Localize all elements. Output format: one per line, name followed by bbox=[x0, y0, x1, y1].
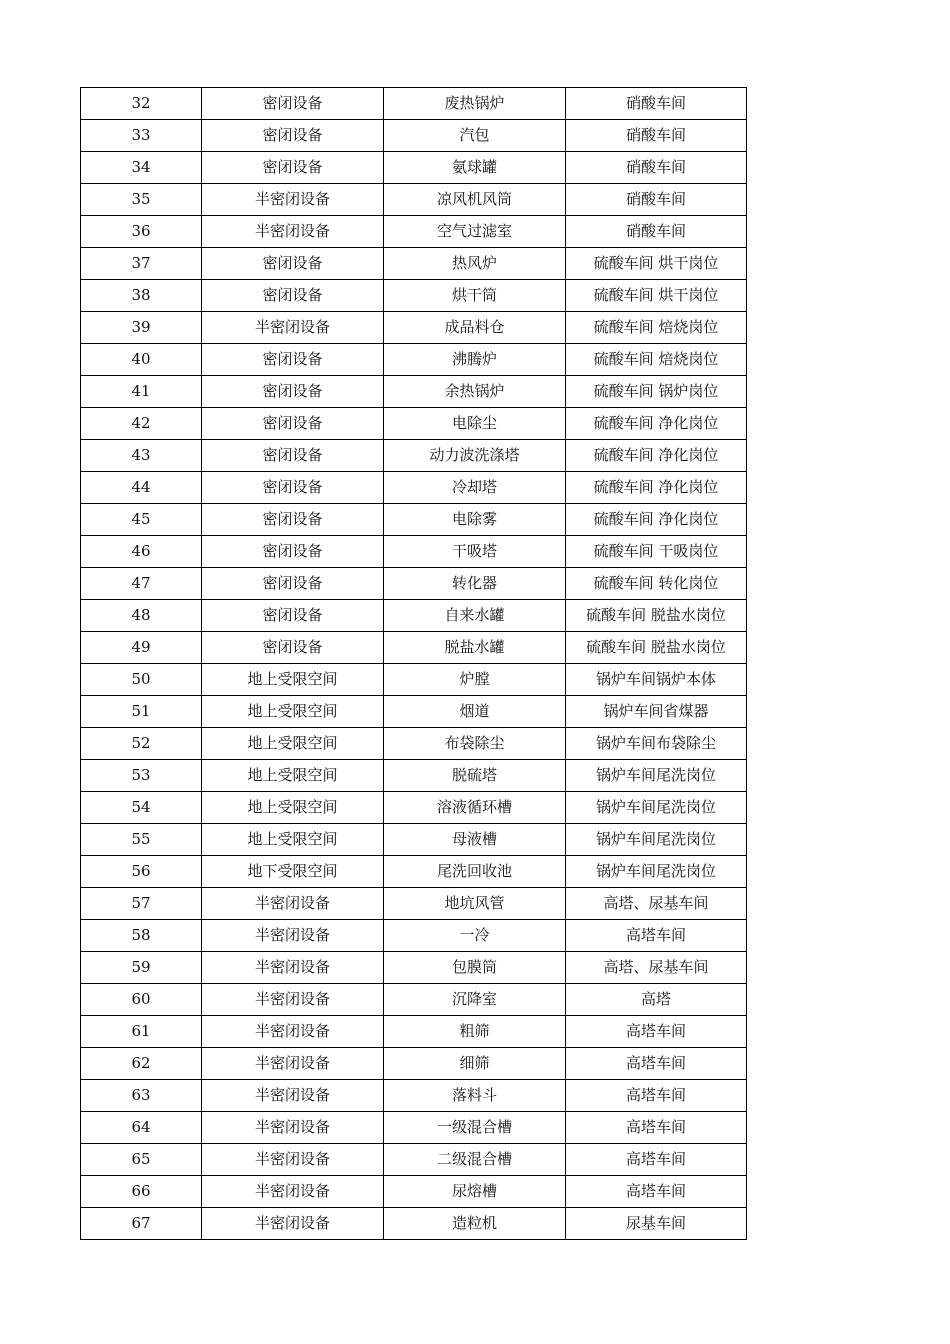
location-cell: 硫酸车间 净化岗位 bbox=[566, 504, 747, 536]
equipment-name-cell: 尾洗回收池 bbox=[384, 856, 566, 888]
table-row bbox=[81, 1144, 747, 1176]
row-number-cell: 47 bbox=[81, 568, 202, 600]
table-row bbox=[81, 376, 747, 408]
equipment-name-cell: 废热锅炉 bbox=[384, 88, 566, 120]
space-type-cell: 半密闭设备 bbox=[202, 184, 384, 216]
location-cell: 硫酸车间 净化岗位 bbox=[566, 408, 747, 440]
space-type-cell: 密闭设备 bbox=[202, 536, 384, 568]
space-type-cell: 密闭设备 bbox=[202, 376, 384, 408]
equipment-name-cell: 母液槽 bbox=[384, 824, 566, 856]
row-number-cell: 39 bbox=[81, 312, 202, 344]
row-number-cell: 41 bbox=[81, 376, 202, 408]
row-number-cell: 51 bbox=[81, 696, 202, 728]
space-type-cell: 半密闭设备 bbox=[202, 1144, 384, 1176]
table-row bbox=[81, 312, 747, 344]
row-number-cell: 65 bbox=[81, 1144, 202, 1176]
space-type-cell: 密闭设备 bbox=[202, 568, 384, 600]
space-type-cell: 半密闭设备 bbox=[202, 1016, 384, 1048]
location-cell: 硝酸车间 bbox=[566, 216, 747, 248]
row-number-cell: 33 bbox=[81, 120, 202, 152]
location-cell: 硫酸车间 净化岗位 bbox=[566, 472, 747, 504]
equipment-name-cell: 动力波洗涤塔 bbox=[384, 440, 566, 472]
equipment-name-cell: 一级混合槽 bbox=[384, 1112, 566, 1144]
table-row bbox=[81, 1208, 747, 1240]
space-type-cell: 半密闭设备 bbox=[202, 1048, 384, 1080]
location-cell: 硫酸车间 脱盐水岗位 bbox=[566, 600, 747, 632]
equipment-name-cell: 电除雾 bbox=[384, 504, 566, 536]
location-cell: 硫酸车间 干吸岗位 bbox=[566, 536, 747, 568]
equipment-name-cell: 粗筛 bbox=[384, 1016, 566, 1048]
equipment-name-cell: 自来水罐 bbox=[384, 600, 566, 632]
space-type-cell: 半密闭设备 bbox=[202, 1080, 384, 1112]
row-number-cell: 59 bbox=[81, 952, 202, 984]
equipment-name-cell: 一冷 bbox=[384, 920, 566, 952]
row-number-cell: 38 bbox=[81, 280, 202, 312]
location-cell: 高塔车间 bbox=[566, 1080, 747, 1112]
space-type-cell: 密闭设备 bbox=[202, 88, 384, 120]
equipment-name-cell: 成品料仓 bbox=[384, 312, 566, 344]
table-row bbox=[81, 824, 747, 856]
equipment-name-cell: 热风炉 bbox=[384, 248, 566, 280]
equipment-name-cell: 二级混合槽 bbox=[384, 1144, 566, 1176]
row-number-cell: 61 bbox=[81, 1016, 202, 1048]
row-number-cell: 34 bbox=[81, 152, 202, 184]
location-cell: 硫酸车间 转化岗位 bbox=[566, 568, 747, 600]
row-number-cell: 56 bbox=[81, 856, 202, 888]
equipment-name-cell: 空气过滤室 bbox=[384, 216, 566, 248]
location-cell: 高塔、尿基车间 bbox=[566, 888, 747, 920]
location-cell: 硝酸车间 bbox=[566, 152, 747, 184]
space-type-cell: 地上受限空间 bbox=[202, 760, 384, 792]
table-row bbox=[81, 664, 747, 696]
space-type-cell: 密闭设备 bbox=[202, 408, 384, 440]
table-row bbox=[81, 184, 747, 216]
space-type-cell: 半密闭设备 bbox=[202, 1208, 384, 1240]
location-cell: 硝酸车间 bbox=[566, 120, 747, 152]
equipment-name-cell: 脱硫塔 bbox=[384, 760, 566, 792]
table-row bbox=[81, 152, 747, 184]
table-row bbox=[81, 760, 747, 792]
space-type-cell: 密闭设备 bbox=[202, 152, 384, 184]
equipment-name-cell: 溶液循环槽 bbox=[384, 792, 566, 824]
row-number-cell: 43 bbox=[81, 440, 202, 472]
table-row bbox=[81, 344, 747, 376]
table-row bbox=[81, 984, 747, 1016]
equipment-name-cell: 炉膛 bbox=[384, 664, 566, 696]
location-cell: 高塔车间 bbox=[566, 1176, 747, 1208]
location-cell: 高塔车间 bbox=[566, 1144, 747, 1176]
row-number-cell: 57 bbox=[81, 888, 202, 920]
equipment-name-cell: 沉降室 bbox=[384, 984, 566, 1016]
table-row bbox=[81, 632, 747, 664]
row-number-cell: 63 bbox=[81, 1080, 202, 1112]
equipment-name-cell: 布袋除尘 bbox=[384, 728, 566, 760]
table-row bbox=[81, 408, 747, 440]
location-cell: 硝酸车间 bbox=[566, 88, 747, 120]
space-type-cell: 地下受限空间 bbox=[202, 856, 384, 888]
location-cell: 锅炉车间尾洗岗位 bbox=[566, 760, 747, 792]
location-cell: 硫酸车间 烘干岗位 bbox=[566, 248, 747, 280]
space-type-cell: 密闭设备 bbox=[202, 120, 384, 152]
equipment-name-cell: 地坑风管 bbox=[384, 888, 566, 920]
row-number-cell: 54 bbox=[81, 792, 202, 824]
space-type-cell: 半密闭设备 bbox=[202, 984, 384, 1016]
space-type-cell: 半密闭设备 bbox=[202, 312, 384, 344]
equipment-name-cell: 烘干筒 bbox=[384, 280, 566, 312]
space-type-cell: 密闭设备 bbox=[202, 440, 384, 472]
table-row bbox=[81, 440, 747, 472]
table-row bbox=[81, 952, 747, 984]
location-cell: 高塔车间 bbox=[566, 1016, 747, 1048]
row-number-cell: 37 bbox=[81, 248, 202, 280]
row-number-cell: 53 bbox=[81, 760, 202, 792]
table-row bbox=[81, 1016, 747, 1048]
row-number-cell: 49 bbox=[81, 632, 202, 664]
row-number-cell: 44 bbox=[81, 472, 202, 504]
location-cell: 高塔、尿基车间 bbox=[566, 952, 747, 984]
table-row bbox=[81, 472, 747, 504]
equipment-name-cell: 转化器 bbox=[384, 568, 566, 600]
row-number-cell: 64 bbox=[81, 1112, 202, 1144]
location-cell: 硫酸车间 烘干岗位 bbox=[566, 280, 747, 312]
row-number-cell: 50 bbox=[81, 664, 202, 696]
row-number-cell: 36 bbox=[81, 216, 202, 248]
space-type-cell: 密闭设备 bbox=[202, 280, 384, 312]
space-type-cell: 密闭设备 bbox=[202, 472, 384, 504]
location-cell: 锅炉车间尾洗岗位 bbox=[566, 824, 747, 856]
location-cell: 锅炉车间布袋除尘 bbox=[566, 728, 747, 760]
location-cell: 高塔车间 bbox=[566, 920, 747, 952]
table-row bbox=[81, 120, 747, 152]
row-number-cell: 66 bbox=[81, 1176, 202, 1208]
row-number-cell: 60 bbox=[81, 984, 202, 1016]
space-type-cell: 半密闭设备 bbox=[202, 1176, 384, 1208]
equipment-name-cell: 氨球罐 bbox=[384, 152, 566, 184]
table-row bbox=[81, 792, 747, 824]
space-type-cell: 密闭设备 bbox=[202, 248, 384, 280]
equipment-name-cell: 包膜筒 bbox=[384, 952, 566, 984]
location-cell: 锅炉车间尾洗岗位 bbox=[566, 856, 747, 888]
location-cell: 硝酸车间 bbox=[566, 184, 747, 216]
table-row bbox=[81, 504, 747, 536]
table-body bbox=[81, 88, 747, 1240]
equipment-name-cell: 尿熔槽 bbox=[384, 1176, 566, 1208]
row-number-cell: 45 bbox=[81, 504, 202, 536]
location-cell: 高塔车间 bbox=[566, 1112, 747, 1144]
location-cell: 高塔 bbox=[566, 984, 747, 1016]
equipment-name-cell: 脱盐水罐 bbox=[384, 632, 566, 664]
space-type-cell: 半密闭设备 bbox=[202, 888, 384, 920]
equipment-name-cell: 烟道 bbox=[384, 696, 566, 728]
space-type-cell: 半密闭设备 bbox=[202, 920, 384, 952]
equipment-name-cell: 凉风机风筒 bbox=[384, 184, 566, 216]
equipment-name-cell: 电除尘 bbox=[384, 408, 566, 440]
space-type-cell: 半密闭设备 bbox=[202, 216, 384, 248]
space-type-cell: 半密闭设备 bbox=[202, 1112, 384, 1144]
row-number-cell: 42 bbox=[81, 408, 202, 440]
location-cell: 锅炉车间省煤器 bbox=[566, 696, 747, 728]
row-number-cell: 67 bbox=[81, 1208, 202, 1240]
location-cell: 硫酸车间 净化岗位 bbox=[566, 440, 747, 472]
equipment-name-cell: 沸腾炉 bbox=[384, 344, 566, 376]
space-type-cell: 密闭设备 bbox=[202, 504, 384, 536]
location-cell: 高塔车间 bbox=[566, 1048, 747, 1080]
table-row bbox=[81, 696, 747, 728]
row-number-cell: 58 bbox=[81, 920, 202, 952]
space-type-cell: 半密闭设备 bbox=[202, 952, 384, 984]
table-row bbox=[81, 1112, 747, 1144]
location-cell: 锅炉车间尾洗岗位 bbox=[566, 792, 747, 824]
equipment-name-cell: 冷却塔 bbox=[384, 472, 566, 504]
table-row bbox=[81, 888, 747, 920]
space-type-cell: 地上受限空间 bbox=[202, 824, 384, 856]
space-type-cell: 地上受限空间 bbox=[202, 728, 384, 760]
space-type-cell: 密闭设备 bbox=[202, 632, 384, 664]
location-cell: 硫酸车间 焙烧岗位 bbox=[566, 344, 747, 376]
table-row bbox=[81, 88, 747, 120]
location-cell: 锅炉车间锅炉本体 bbox=[566, 664, 747, 696]
row-number-cell: 35 bbox=[81, 184, 202, 216]
table-row bbox=[81, 536, 747, 568]
table-row bbox=[81, 856, 747, 888]
equipment-name-cell: 余热锅炉 bbox=[384, 376, 566, 408]
equipment-name-cell: 细筛 bbox=[384, 1048, 566, 1080]
equipment-name-cell: 干吸塔 bbox=[384, 536, 566, 568]
table-row bbox=[81, 280, 747, 312]
space-type-cell: 密闭设备 bbox=[202, 600, 384, 632]
table-row bbox=[81, 1048, 747, 1080]
location-cell: 硫酸车间 脱盐水岗位 bbox=[566, 632, 747, 664]
space-type-cell: 地上受限空间 bbox=[202, 664, 384, 696]
space-type-cell: 地上受限空间 bbox=[202, 696, 384, 728]
location-cell: 尿基车间 bbox=[566, 1208, 747, 1240]
location-cell: 硫酸车间 锅炉岗位 bbox=[566, 376, 747, 408]
confined-space-table bbox=[80, 87, 747, 1240]
table-row bbox=[81, 216, 747, 248]
space-type-cell: 地上受限空间 bbox=[202, 792, 384, 824]
row-number-cell: 48 bbox=[81, 600, 202, 632]
location-cell: 硫酸车间 焙烧岗位 bbox=[566, 312, 747, 344]
space-type-cell: 密闭设备 bbox=[202, 344, 384, 376]
table-row bbox=[81, 728, 747, 760]
table-row bbox=[81, 568, 747, 600]
table-row bbox=[81, 920, 747, 952]
table-row bbox=[81, 1176, 747, 1208]
table-row bbox=[81, 1080, 747, 1112]
equipment-name-cell: 落料斗 bbox=[384, 1080, 566, 1112]
row-number-cell: 40 bbox=[81, 344, 202, 376]
row-number-cell: 55 bbox=[81, 824, 202, 856]
equipment-name-cell: 造粒机 bbox=[384, 1208, 566, 1240]
equipment-name-cell: 汽包 bbox=[384, 120, 566, 152]
row-number-cell: 46 bbox=[81, 536, 202, 568]
row-number-cell: 52 bbox=[81, 728, 202, 760]
row-number-cell: 62 bbox=[81, 1048, 202, 1080]
row-number-cell: 32 bbox=[81, 88, 202, 120]
table-row bbox=[81, 600, 747, 632]
table-row bbox=[81, 248, 747, 280]
